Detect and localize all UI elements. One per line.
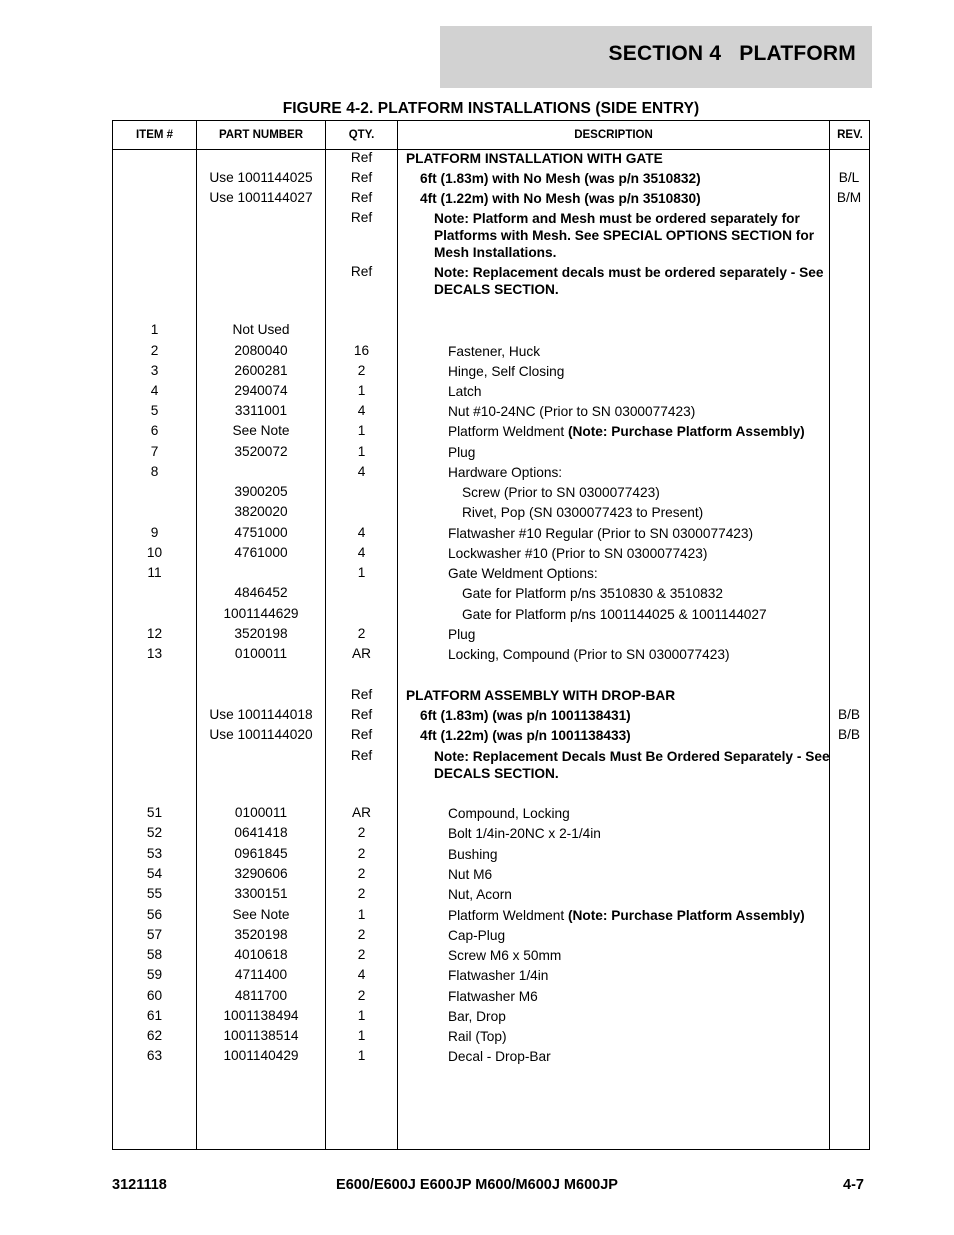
part-number: 3290606 xyxy=(234,866,288,881)
quantity: 2 xyxy=(357,846,366,861)
item-number: 11 xyxy=(147,565,162,580)
quantity: 1 xyxy=(357,907,366,922)
description xyxy=(402,170,832,187)
description xyxy=(402,210,832,261)
part-number: 3520072 xyxy=(234,444,288,459)
part-number: Use 1001144027 xyxy=(209,190,313,205)
item-number: 13 xyxy=(146,646,163,661)
revision: B/L xyxy=(838,170,860,185)
part-number: See Note xyxy=(232,907,290,922)
part-number: 1001138494 xyxy=(223,1008,299,1023)
description-text: Platform Weldment xyxy=(448,424,568,439)
quantity: 1 xyxy=(357,565,366,580)
description-text: Flatwasher M6 xyxy=(448,989,538,1004)
quantity: Ref xyxy=(350,170,373,185)
part-number: 4811700 xyxy=(234,988,288,1003)
quantity: Ref xyxy=(350,190,373,205)
description xyxy=(402,264,832,298)
item-number: 7 xyxy=(150,444,159,459)
description xyxy=(402,1008,832,1025)
description-text: Platform Weldment xyxy=(448,908,568,923)
part-number: 1001138514 xyxy=(223,1028,299,1043)
description xyxy=(402,606,832,623)
part-number: 2940074 xyxy=(234,383,288,398)
description-note: (Note: Purchase Platform Assembly) xyxy=(567,424,805,439)
item-number: 5 xyxy=(150,403,159,418)
part-number: 3300151 xyxy=(234,886,288,901)
description xyxy=(402,687,832,704)
description-text: Bushing xyxy=(448,847,498,862)
quantity: 1 xyxy=(357,1048,366,1063)
description-text: Nut #10-24NC (Prior to SN 0300077423) xyxy=(448,404,696,419)
description-text: Note: Replacement decals must be ordered separately - See DECALS SECTION. xyxy=(434,265,824,297)
parts-table xyxy=(112,120,870,1150)
quantity: 1 xyxy=(357,1008,366,1023)
quantity: 4 xyxy=(357,967,366,982)
part-number: 3520198 xyxy=(234,927,288,942)
description xyxy=(402,545,832,562)
part-number: 4846452 xyxy=(234,585,288,600)
description xyxy=(402,423,832,440)
quantity: AR xyxy=(351,646,371,661)
description-text: Lockwasher #10 (Prior to SN 0300077423) xyxy=(448,546,708,561)
description-text: Cap-Plug xyxy=(448,928,506,943)
description-text: 6ft (1.83m) (was p/n 1001138431) xyxy=(420,708,631,723)
description xyxy=(402,707,832,724)
quantity: 1 xyxy=(357,383,366,398)
item-number: 9 xyxy=(150,525,159,540)
item-number: 63 xyxy=(146,1048,163,1063)
column-header-part-number: PART NUMBER xyxy=(218,129,304,141)
column-header-item: ITEM # xyxy=(135,129,174,141)
description-note: (Note: Purchase Platform Assembly) xyxy=(567,908,805,923)
quantity: Ref xyxy=(350,707,373,722)
description-text: Plug xyxy=(448,627,476,642)
description xyxy=(402,805,832,822)
revision: B/M xyxy=(836,190,862,205)
description-text: 6ft (1.83m) with No Mesh (was p/n 3510832) xyxy=(420,171,701,186)
quantity: 2 xyxy=(357,927,366,942)
description-text: 4ft (1.22m) with No Mesh (was p/n 3510830) xyxy=(420,191,701,206)
description-text: Screw M6 x 50mm xyxy=(448,948,562,963)
quantity: AR xyxy=(351,805,371,820)
description-text: Flatwasher 1/4in xyxy=(448,968,549,983)
description-text: Note: Platform and Mesh must be ordered separately for Platforms with Mesh. See SPECIAL OPTIONS SECTION for Mesh Installations. xyxy=(434,211,815,260)
description xyxy=(402,565,832,582)
description-text: Plug xyxy=(448,445,476,460)
description-text: Note: Replacement Decals Must Be Ordered Separately - See DECALS SECTION. xyxy=(434,749,830,781)
description-text: Compound, Locking xyxy=(448,806,570,821)
quantity: Ref xyxy=(350,150,373,165)
quantity: Ref xyxy=(350,687,373,702)
part-number: See Note xyxy=(232,423,290,438)
description xyxy=(402,585,832,602)
description xyxy=(402,825,832,842)
section-title: SECTION 4 PLATFORM xyxy=(608,42,856,65)
quantity: 2 xyxy=(357,363,366,378)
description xyxy=(402,846,832,863)
part-number: 4751000 xyxy=(234,525,288,540)
footer-page-number: 4-7 xyxy=(843,1177,864,1193)
section-header-band xyxy=(440,26,872,88)
description xyxy=(402,927,832,944)
description xyxy=(402,403,832,420)
item-number: 60 xyxy=(146,988,163,1003)
description xyxy=(402,907,832,924)
description xyxy=(402,1028,832,1045)
part-number: Use 1001144020 xyxy=(209,727,313,742)
item-number: 1 xyxy=(150,322,159,337)
column-divider xyxy=(397,121,398,1149)
column-header-qty: QTY. xyxy=(348,129,375,141)
item-number: 61 xyxy=(146,1008,163,1023)
item-number: 62 xyxy=(146,1028,163,1043)
description-text: PLATFORM ASSEMBLY WITH DROP-BAR xyxy=(406,688,676,703)
item-number: 58 xyxy=(146,947,163,962)
quantity: 2 xyxy=(357,947,366,962)
column-header-rev: REV. xyxy=(837,129,863,141)
description-text: Nut M6 xyxy=(448,867,493,882)
part-number: 1001144629 xyxy=(223,606,299,621)
part-number: 3820020 xyxy=(234,504,288,519)
description xyxy=(402,947,832,964)
part-number: 4761000 xyxy=(234,545,288,560)
description-text: 4ft (1.22m) (was p/n 1001138433) xyxy=(420,728,631,743)
description-text: Gate Weldment Options: xyxy=(448,566,598,581)
description xyxy=(402,444,832,461)
description-text: Nut, Acorn xyxy=(448,887,512,902)
quantity: Ref xyxy=(350,264,373,279)
description-text: Hardware Options: xyxy=(448,465,563,480)
quantity: 2 xyxy=(357,988,366,1003)
item-number: 57 xyxy=(146,927,163,942)
footer-doc-number: 3121118 xyxy=(112,1177,167,1193)
description-text: Decal - Drop-Bar xyxy=(448,1049,551,1064)
description xyxy=(402,525,832,542)
part-number: 0100011 xyxy=(234,646,288,661)
part-number: 4711400 xyxy=(234,967,288,982)
description xyxy=(402,150,832,167)
description-text: Screw (Prior to SN 0300077423) xyxy=(462,485,660,500)
description xyxy=(402,464,832,481)
description xyxy=(402,988,832,1005)
part-number: Use 1001144018 xyxy=(209,707,313,722)
quantity: 16 xyxy=(353,343,370,358)
quantity: 1 xyxy=(357,444,366,459)
description xyxy=(402,190,832,207)
description xyxy=(402,646,832,663)
description-text: Locking, Compound (Prior to SN 0300077423) xyxy=(448,647,730,662)
revision: B/B xyxy=(837,707,861,722)
figure-title: FIGURE 4-2. PLATFORM INSTALLATIONS (SIDE ENTRY) xyxy=(282,100,700,117)
part-number: Not Used xyxy=(232,322,290,337)
part-number: 3900205 xyxy=(234,484,288,499)
part-number: 0961845 xyxy=(234,846,288,861)
description xyxy=(402,626,832,643)
part-number: 4010618 xyxy=(234,947,288,962)
item-number: 6 xyxy=(150,423,159,438)
part-number: 1001140429 xyxy=(223,1048,299,1063)
item-number: 52 xyxy=(146,825,163,840)
part-number: 3311001 xyxy=(234,403,288,418)
quantity: 2 xyxy=(357,886,366,901)
item-number: 54 xyxy=(146,866,163,881)
quantity: Ref xyxy=(350,748,373,763)
quantity: 1 xyxy=(357,1028,366,1043)
description-text: Bar, Drop xyxy=(448,1009,506,1024)
part-number: 0641418 xyxy=(234,825,288,840)
description xyxy=(402,363,832,380)
item-number: 53 xyxy=(146,846,163,861)
description xyxy=(402,343,832,360)
item-number: 10 xyxy=(146,545,163,560)
description-text: Bolt 1/4in-20NC x 2-1/4in xyxy=(448,826,601,841)
item-number: 8 xyxy=(150,464,159,479)
item-number: 56 xyxy=(146,907,163,922)
quantity: 4 xyxy=(357,403,366,418)
item-number: 51 xyxy=(146,805,163,820)
description xyxy=(402,748,832,782)
description-text: Gate for Platform p/ns 3510830 & 3510832 xyxy=(462,586,723,601)
item-number: 55 xyxy=(146,886,163,901)
quantity: 4 xyxy=(357,525,366,540)
part-number: 3520198 xyxy=(234,626,288,641)
quantity: 4 xyxy=(357,545,366,560)
item-number: 59 xyxy=(146,967,163,982)
description xyxy=(402,866,832,883)
quantity: 2 xyxy=(357,866,366,881)
description-text: Latch xyxy=(448,384,482,399)
item-number: 2 xyxy=(150,343,159,358)
description xyxy=(402,504,832,521)
description-text: Fastener, Huck xyxy=(448,344,541,359)
description xyxy=(402,727,832,744)
quantity: Ref xyxy=(350,727,373,742)
description-text: Hinge, Self Closing xyxy=(448,364,565,379)
column-header-description: DESCRIPTION xyxy=(574,129,653,141)
item-number: 12 xyxy=(146,626,163,641)
description-text: Gate for Platform p/ns 1001144025 & 1001144027 xyxy=(462,607,767,622)
description-text: PLATFORM INSTALLATION WITH GATE xyxy=(406,151,663,166)
footer-models: E600/E600J E600JP M600/M600J M600JP xyxy=(336,1177,618,1193)
description-text: Rivet, Pop (SN 0300077423 to Present) xyxy=(462,505,704,520)
quantity: 2 xyxy=(357,626,366,641)
quantity: 4 xyxy=(357,464,366,479)
description xyxy=(402,967,832,984)
description-text: Rail (Top) xyxy=(448,1029,507,1044)
quantity: Ref xyxy=(350,210,373,225)
description xyxy=(402,383,832,400)
part-number: 2600281 xyxy=(234,363,288,378)
revision: B/B xyxy=(837,727,861,742)
part-number: 0100011 xyxy=(234,805,288,820)
item-number: 3 xyxy=(150,363,159,378)
description xyxy=(402,1048,832,1065)
description xyxy=(402,886,832,903)
part-number: Use 1001144025 xyxy=(209,170,313,185)
quantity: 1 xyxy=(357,423,366,438)
description xyxy=(402,484,832,501)
description-text: Flatwasher #10 Regular (Prior to SN 0300077423) xyxy=(448,526,754,541)
quantity: 2 xyxy=(357,825,366,840)
part-number: 2080040 xyxy=(234,343,288,358)
item-number: 4 xyxy=(150,383,159,398)
